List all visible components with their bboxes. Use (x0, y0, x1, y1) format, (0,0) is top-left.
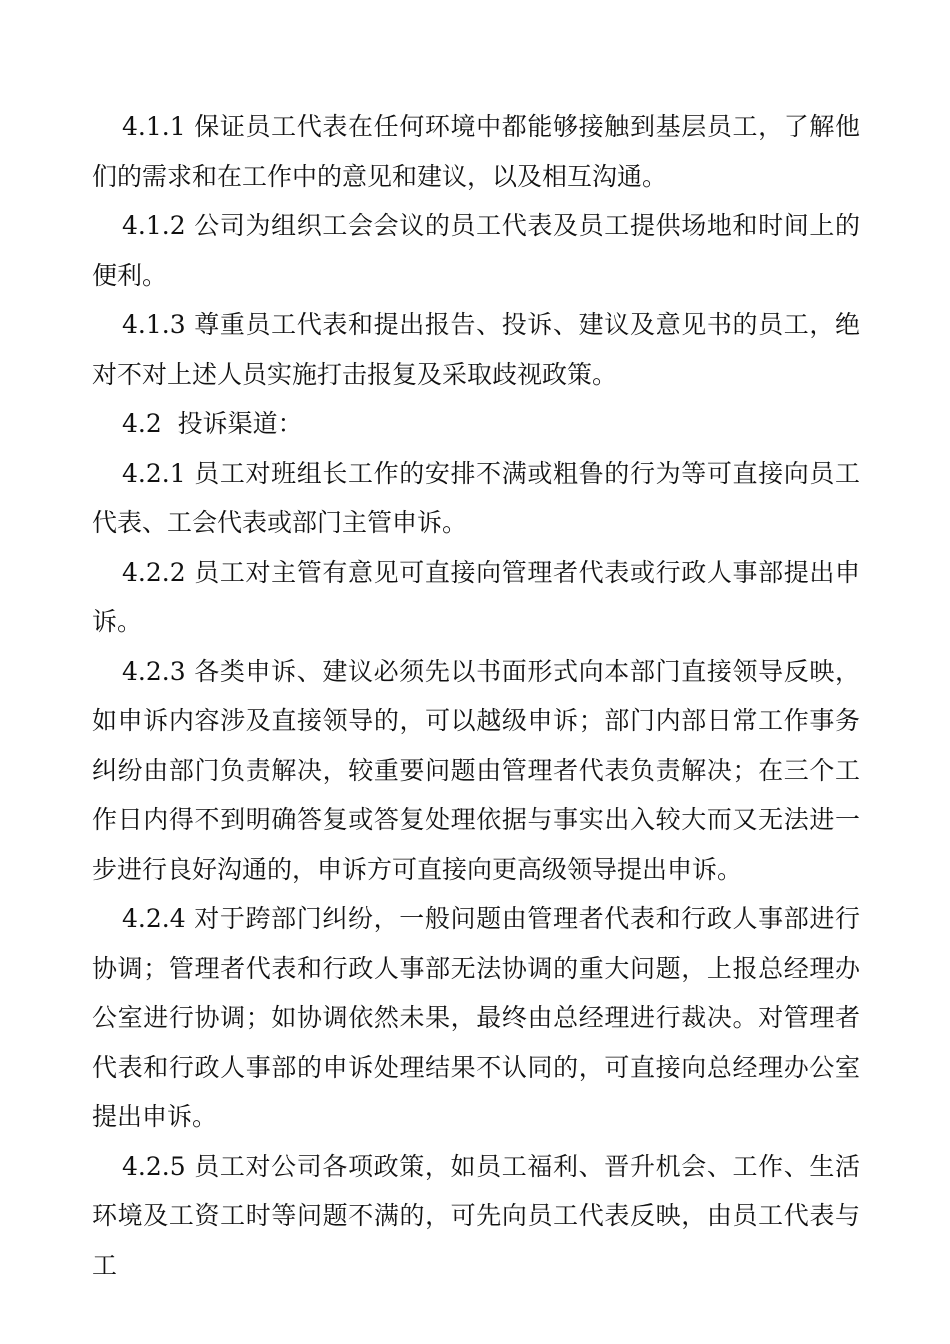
paragraph-4-2-4: 4.2.4 对于跨部门纠纷，一般问题由管理者代表和行政人事部进行协调；管理者代表和行政人事部无法协调的重大问题，上报总经理办公室进行协调；如协调依然未果，最终由总经理进行裁决。对管理者代表和行政人事部的申诉处理结果不认同的，可直接向总经理办公室提出申诉。 (92, 904, 860, 1131)
paragraph-4-2-2: 4.2.2 员工对主管有意见可直接向管理者代表或行政人事部提出申诉。 (92, 557, 860, 636)
section-heading-4-2: 4.2 投诉渠道： (122, 409, 303, 438)
paragraph-4-2-5: 4.2.5 员工对公司各项政策，如员工福利、晋升机会、工作、生活环境及工资工时等问题不满的，可先向员工代表反映，由员工代表与工 (92, 1151, 860, 1280)
document-body (92, 102, 860, 1290)
paragraph-4-1-3: 4.1.3 尊重员工代表和提出报告、投诉、建议及意见书的员工，绝对不对上述人员实施打击报复及采取歧视政策。 (92, 310, 860, 389)
paragraph-4-2-1: 4.2.1 员工对班组长工作的安排不满或粗鲁的行为等可直接向员工代表、工会代表或部门主管申诉。 (92, 458, 860, 537)
paragraph-4-2-3: 4.2.3 各类申诉、建议必须先以书面形式向本部门直接领导反映，如申诉内容涉及直接领导的，可以越级申诉；部门内部日常工作事务纠纷由部门负责解决，较重要问题由管理者代表负责解决；在三个工作日内得不到明确答复或答复处理依据与事实出入较大而又无法进一步进行良好沟通的，申诉方可直接向更高级领导提出申诉。 (92, 656, 860, 884)
paragraph-4-1-2: 4.1.2 公司为组织工会会议的员工代表及员工提供场地和时间上的便利。 (92, 211, 860, 290)
paragraph-4-1-1: 4.1.1 保证员工代表在任何环境中都能够接触到基层员工，了解他们的需求和在工作中的意见和建议，以及相互沟通。 (92, 112, 860, 191)
